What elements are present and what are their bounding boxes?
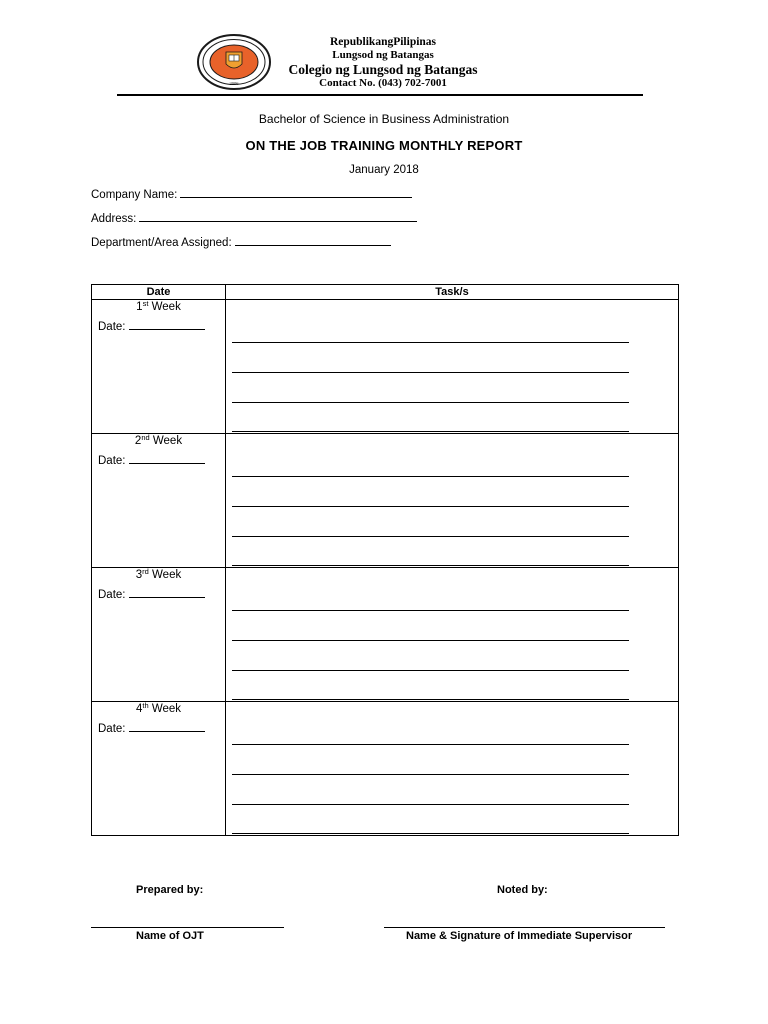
address-blank[interactable]: [139, 211, 417, 222]
letterhead: [270, 36, 496, 90]
task-line[interactable]: [232, 744, 629, 745]
ojt-signature-line[interactable]: [91, 927, 284, 928]
weekly-task-table: [91, 284, 679, 836]
date-column-header: Date: [92, 285, 226, 300]
table-header-row: [92, 285, 679, 300]
task-line[interactable]: [232, 670, 629, 671]
week-4-heading: 4th Week: [135, 701, 182, 715]
week-4-date-cell: [92, 702, 226, 836]
week-1-task-cell: [226, 300, 679, 434]
week-2-date-field: Date:: [98, 453, 205, 467]
report-title: ON THE JOB TRAINING MONTHLY REPORT: [245, 138, 523, 153]
week-2-date-cell: [92, 434, 226, 568]
week-3-date-cell: [92, 568, 226, 702]
task-line[interactable]: [232, 640, 629, 641]
company-name-field: [91, 187, 412, 201]
ojt-name-label: Name of OJT: [136, 930, 204, 942]
noted-by-label: Noted by:: [497, 884, 548, 896]
task-line[interactable]: [232, 342, 629, 343]
program-name: Bachelor of Science in Business Administration: [258, 112, 510, 126]
letterhead-school: Colegio ng Lungsod ng Batangas: [288, 62, 478, 77]
tasks-column-header: Task/s: [226, 285, 679, 300]
week-row: [92, 702, 679, 836]
department-label: Department/Area Assigned:: [91, 237, 232, 249]
task-line[interactable]: [232, 565, 629, 566]
week-row: [92, 568, 679, 702]
task-line[interactable]: [232, 536, 629, 537]
letterhead-contact: Contact No. (043) 702-7001: [319, 77, 447, 89]
address-field: [91, 211, 417, 225]
address-label: Address:: [91, 213, 137, 225]
task-line[interactable]: [232, 774, 629, 775]
task-line[interactable]: [232, 402, 629, 403]
week-4-date-field: Date:: [98, 721, 205, 735]
week-1-date-blank[interactable]: [129, 319, 205, 330]
prepared-by-label: Prepared by:: [136, 884, 204, 896]
task-line[interactable]: [232, 431, 629, 432]
supervisor-signature-line[interactable]: [384, 927, 665, 928]
company-name-blank[interactable]: [180, 187, 412, 198]
task-line[interactable]: [232, 506, 629, 507]
week-3-task-cell: [226, 568, 679, 702]
school-seal: [196, 34, 272, 90]
task-line[interactable]: [232, 699, 629, 700]
week-3-date-blank[interactable]: [129, 587, 205, 598]
week-1-date-cell: [92, 300, 226, 434]
task-line[interactable]: [232, 476, 629, 477]
week-3-heading: 3rd Week: [135, 567, 182, 581]
supervisor-name-label: Name & Signature of Immediate Supervisor: [406, 930, 633, 942]
task-line[interactable]: [232, 372, 629, 373]
week-2-task-cell: [226, 434, 679, 568]
week-4-task-cell: [226, 702, 679, 836]
department-field: [91, 235, 391, 249]
week-3-date-field: Date:: [98, 587, 205, 601]
task-line[interactable]: [232, 833, 629, 834]
svg-text:2006: 2006: [229, 81, 239, 86]
department-blank[interactable]: [235, 235, 391, 246]
report-period: January 2018: [349, 164, 419, 176]
week-2-date-blank[interactable]: [129, 453, 205, 464]
header-divider: [117, 94, 643, 96]
task-line[interactable]: [232, 610, 629, 611]
week-row: [92, 300, 679, 434]
week-1-date-field: Date:: [98, 319, 205, 333]
week-2-heading: 2nd Week: [134, 433, 183, 447]
week-row: [92, 434, 679, 568]
company-name-label: Company Name:: [91, 189, 178, 201]
letterhead-city: Lungsod ng Batangas: [332, 49, 434, 61]
week-4-date-blank[interactable]: [129, 721, 205, 732]
week-1-heading: 1st Week: [136, 299, 181, 313]
task-line[interactable]: [232, 804, 629, 805]
letterhead-country: RepublikangPilipinas: [329, 36, 437, 48]
